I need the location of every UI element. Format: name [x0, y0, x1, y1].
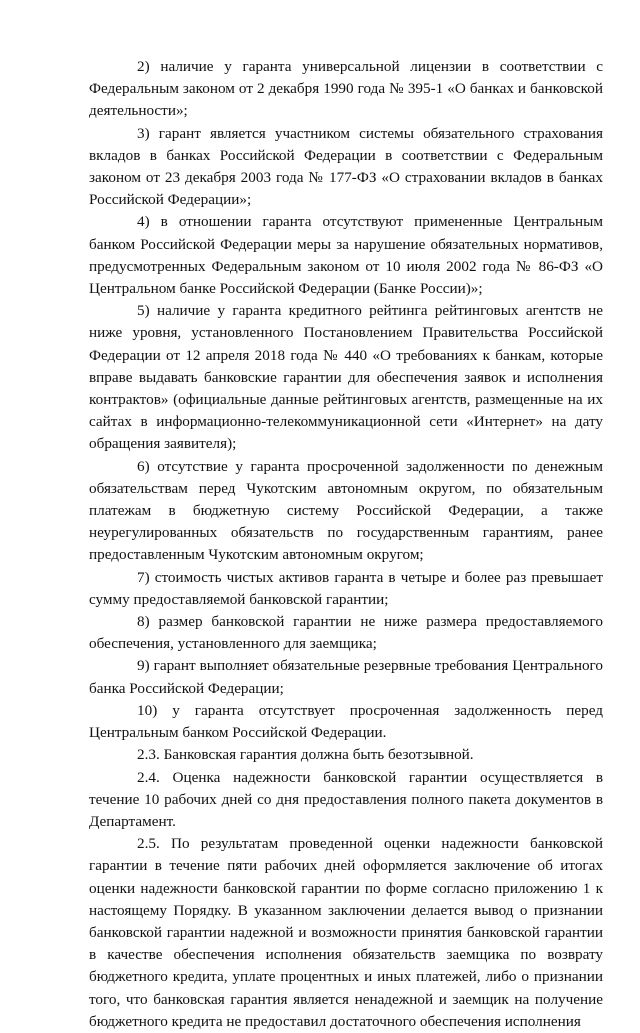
- clause-2-4-assessment-period: 2.4. Оценка надежности банковской гарантии осуществляется в течение 10 рабочих дней со дня предоставления полного пакета документов в Департамент.: [89, 768, 603, 830]
- list-item-10-no-central-bank-debt: 10) у гаранта отсутствует просроченная задолженность перед Центральным банком Российской Федерации.: [89, 701, 603, 742]
- clause-2-3-irrevocable: 2.3. Банковская гарантия должна быть безотзывной.: [137, 746, 474, 764]
- list-item-5-credit-rating: 5) наличие у гаранта кредитного рейтинга рейтинговых агентств не ниже уровня, установленного Постановлением Правительства Российской Федерации от 12 апреля 2018 года № 440 «О требованиях к банкам, которые вправе выдавать банковские гарантии для обеспечения заявок и исполнения контрактов» (официальные данные рейтинговых агентств, размещенные на их сайтах в информационно-телекоммуникационной сети «Интернет» на дату обращения заявителя);: [89, 302, 603, 453]
- clause-2-5-assessment-conclusion: 2.5. По результатам проведенной оценки надежности банковской гарантии в течение пяти рабочих дней оформляется заключение об итогах оценки надежности банковской гарантии по форме согласно приложению 1 к настоящему Порядку. В указанном заключении делается вывод о признании банковской гарантии надежной и возможности принятия банковской гарантии в качестве обеспечения исполнения обязательств заемщика по возврату бюджетного кредита, уплате процентных и иных платежей, либо о признании того, что банковская гарантия является ненадежной и заемщик на получение бюджетного кредита не предоставил достаточного обеспечения исполнения: [89, 835, 603, 1030]
- list-item-6-no-overdue-debt: 6) отсутствие у гаранта просроченной задолженности по денежным обязательствам перед Чукотским автономным округом, по обязательным платежам в бюджетную систему Российской Федерации, а также неурегулированных обязательств по государственным гарантиям, ранее предоставленным Чукотским автономным округом;: [89, 457, 603, 564]
- list-item-7-net-assets: 7) стоимость чистых активов гаранта в четыре и более раз превышает сумму предоставляемой банковской гарантии;: [89, 568, 603, 608]
- list-item-4-no-central-bank-measures: 4) в отношении гаранта отсутствуют примененные Центральным банком Российской Федерации меры за нарушение обязательных нормативов, предусмотренных Федеральным законом от 10 июля 2002 года № 86-ФЗ «О Центральном банке Российской Федерации (Банке России)»;: [89, 213, 603, 298]
- list-item-8-guarantee-size: 8) размер банковской гарантии не ниже размера предоставляемого обеспечения, установленного для заемщика;: [89, 613, 603, 653]
- list-item-9-reserve-requirements: 9) гарант выполняет обязательные резервные требования Центрального банка Российской Федерации;: [89, 657, 603, 697]
- list-item-2-universal-license: 2) наличие у гаранта универсальной лицензии в соответствии с Федеральным законом от 2 декабря 1990 года № 395-1 «О банках и банковской деятельности»;: [89, 58, 603, 120]
- list-item-3-deposit-insurance: 3) гарант является участником системы обязательного страхования вкладов в банках Российской Федерации в соответствии с Федеральным законом от 23 декабря 2003 года № 177-ФЗ «О страховании вкладов в банках Российской Федерации»;: [89, 124, 603, 209]
- document-page: [89, 56, 603, 1033]
